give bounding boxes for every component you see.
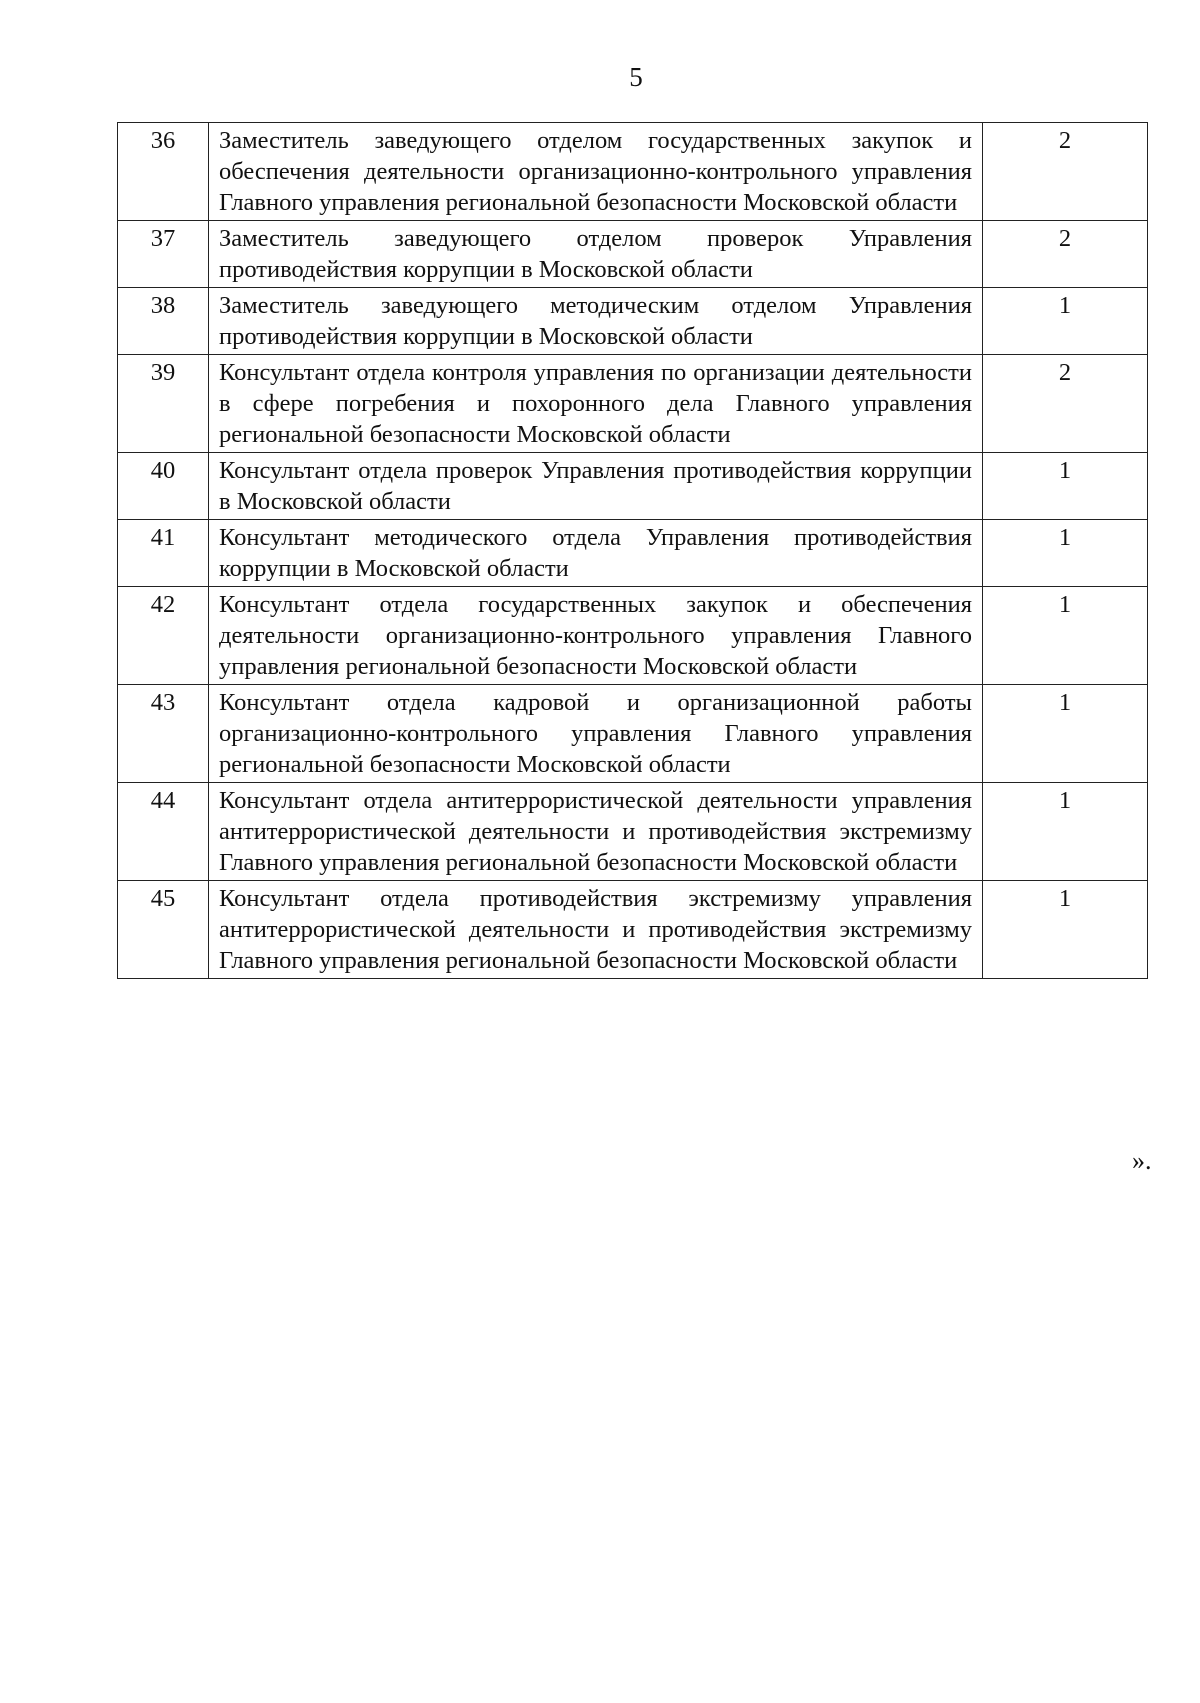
table-row [118, 288, 1148, 355]
position-count: 1 [983, 288, 1148, 355]
position-count: 1 [983, 685, 1148, 783]
row-number: 44 [118, 783, 209, 881]
position-count: 1 [983, 881, 1148, 979]
position-title: Консультант отдела противодействия экстремизму управления антитеррористической деятельности и противодействия экстремизму Главного управления региональной безопасности Московской области [209, 881, 983, 979]
table-row [118, 355, 1148, 453]
position-title: Заместитель заведующего отделом проверок Управления противодействия коррупции в Московской области [209, 221, 983, 288]
row-number: 38 [118, 288, 209, 355]
table-row [118, 123, 1148, 221]
row-number: 45 [118, 881, 209, 979]
position-title: Заместитель заведующего методическим отделом Управления противодействия коррупции в Московской области [209, 288, 983, 355]
position-title: Консультант отдела антитеррористической деятельности управления антитеррористической деятельности и противодействия экстремизму Главного управления региональной безопасности Московской области [209, 783, 983, 881]
row-number: 41 [118, 520, 209, 587]
positions-table [117, 122, 1148, 979]
position-title: Консультант отдела кадровой и организационной работы организационно-контрольного управления Главного управления региональной безопасности Московской области [209, 685, 983, 783]
table-row [118, 685, 1148, 783]
positions-table-body [118, 123, 1148, 979]
table-row [118, 221, 1148, 288]
position-count: 1 [983, 587, 1148, 685]
row-number: 39 [118, 355, 209, 453]
position-title: Консультант отдела проверок Управления противодействия коррупции в Московской области [209, 453, 983, 520]
closing-quote: ». [1132, 1146, 1152, 1175]
position-title: Консультант отдела государственных закупок и обеспечения деятельности организационно-контрольного управления Главного управления региональной безопасности Московской области [209, 587, 983, 685]
position-count: 1 [983, 783, 1148, 881]
page-number: 5 [629, 62, 643, 92]
table-row [118, 587, 1148, 685]
row-number: 43 [118, 685, 209, 783]
row-number: 37 [118, 221, 209, 288]
position-title: Заместитель заведующего отделом государственных закупок и обеспечения деятельности организационно-контрольного управления Главного управления региональной безопасности Московской области [209, 123, 983, 221]
row-number: 42 [118, 587, 209, 685]
position-count: 2 [983, 221, 1148, 288]
position-title: Консультант отдела контроля управления по организации деятельности в сфере погребения и похоронного дела Главного управления региональной безопасности Московской области [209, 355, 983, 453]
table-row [118, 881, 1148, 979]
position-count: 1 [983, 520, 1148, 587]
position-count: 2 [983, 355, 1148, 453]
row-number: 36 [118, 123, 209, 221]
position-title: Консультант методического отдела Управления противодействия коррупции в Московской области [209, 520, 983, 587]
position-count: 2 [983, 123, 1148, 221]
table-row [118, 453, 1148, 520]
position-count: 1 [983, 453, 1148, 520]
table-row [118, 520, 1148, 587]
row-number: 40 [118, 453, 209, 520]
table-row [118, 783, 1148, 881]
